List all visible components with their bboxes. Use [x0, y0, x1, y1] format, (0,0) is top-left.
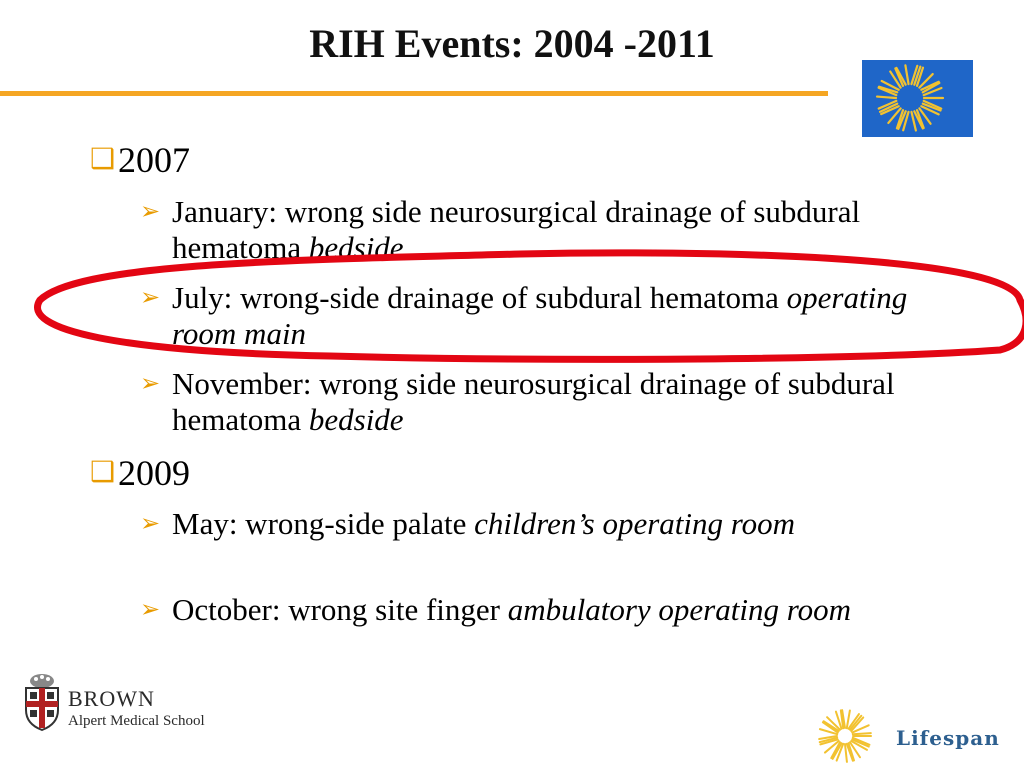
event-item — [140, 506, 930, 542]
event-description: May: wrong-side palate — [172, 506, 467, 541]
arrow-bullet-icon: ➢ — [140, 199, 161, 225]
section-year-2009 — [90, 453, 190, 493]
event-item — [140, 280, 930, 352]
section-year-label: 2007 — [118, 140, 190, 180]
square-bullet-icon: ❑ — [90, 144, 116, 175]
event-description: July: wrong-side drainage of subdural hematoma — [172, 280, 779, 315]
event-text — [172, 280, 930, 352]
section-year-label: 2009 — [118, 453, 190, 493]
brown-school-name: Alpert Medical School — [68, 713, 205, 729]
event-text — [172, 194, 930, 266]
event-text — [172, 506, 930, 542]
event-item — [140, 592, 930, 628]
section-year-2007 — [90, 140, 190, 180]
event-text — [172, 366, 930, 438]
arrow-bullet-icon: ➢ — [140, 597, 161, 623]
event-description: January: wrong side neurosurgical drainage of subdural hematoma — [172, 194, 861, 265]
slide-title: RIH Events: 2004 -2011 — [309, 21, 715, 66]
brown-name: BROWN — [68, 686, 155, 711]
title-underline — [0, 91, 828, 96]
lifespan-sun-icon — [817, 708, 873, 764]
sun-logo-icon — [862, 60, 973, 137]
lifespan-name: Lifespan — [896, 726, 1000, 750]
event-item — [140, 194, 930, 266]
arrow-bullet-icon: ➢ — [140, 511, 161, 537]
square-bullet-icon: ❑ — [90, 457, 116, 488]
event-location: bedside — [308, 230, 404, 265]
event-location: bedside — [308, 402, 404, 437]
brown-crest-icon — [22, 672, 62, 732]
event-item — [140, 366, 930, 438]
event-location: ambulatory operating room — [507, 592, 852, 627]
event-text — [172, 592, 930, 628]
event-location: children’s operating room — [474, 506, 796, 541]
event-description: November: wrong side neurosurgical drainage of subdural hematoma — [172, 366, 895, 437]
arrow-bullet-icon: ➢ — [140, 285, 161, 311]
event-location: operating room main — [172, 280, 908, 351]
arrow-bullet-icon: ➢ — [140, 371, 161, 397]
event-description: October: wrong site finger — [172, 592, 500, 627]
